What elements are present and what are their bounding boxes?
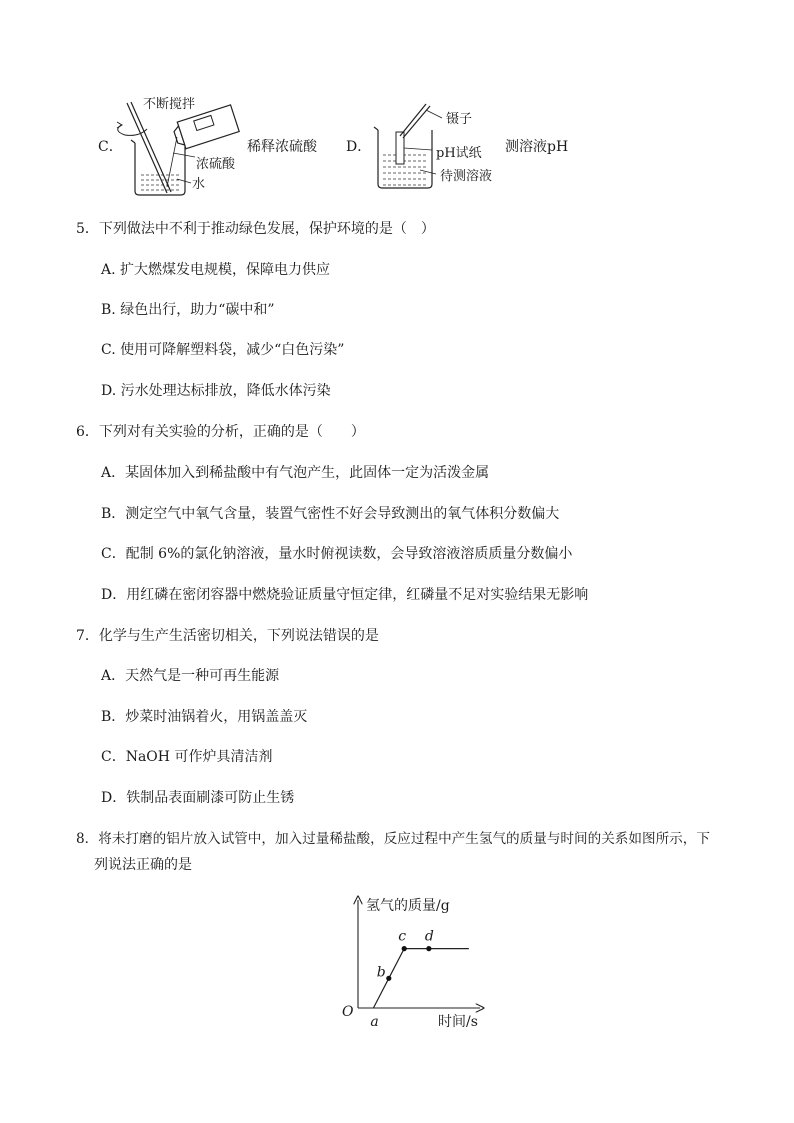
- origin-label: O: [342, 1004, 354, 1020]
- caption-dilution: 稀释浓硫酸: [247, 139, 317, 155]
- option-d-label: D．: [346, 139, 372, 155]
- label-test-solution: 待测溶液: [440, 169, 493, 184]
- question-5-option-a: A. 扩大燃煤发电规模，保障电力供应: [101, 262, 331, 278]
- label-stirring: 不断搅拌: [143, 97, 196, 112]
- point-c-label: c: [398, 928, 407, 945]
- hydrogen-mass-chart: [330, 890, 500, 1030]
- question-7-option-b: B．炒菜时油锅着火，用锅盖盖灭: [101, 709, 308, 725]
- question-6-option-d: D．用红磷在密闭容器中燃烧验证质量守恒定律，红磷量不足对实验结果无影响: [101, 587, 589, 603]
- question-7-stem: 7．化学与生产生活密切相关，下列说法错误的是: [76, 628, 379, 644]
- point-b-marker: [386, 976, 391, 981]
- question-8-stem-line-2: 列说法正确的是: [94, 857, 192, 873]
- caption-ph-test: 测溶液pH: [505, 139, 569, 155]
- point-d-label: d: [424, 928, 434, 945]
- question-6-stem: 6．下列对有关实验的分析，正确的是（ ）: [76, 424, 365, 440]
- y-axis-label: 氢气的质量/g: [366, 898, 450, 914]
- option-c-label: C．: [98, 139, 123, 155]
- label-water: 水: [192, 177, 206, 192]
- question-5-stem: 5．下列做法中不利于推动绿色发展，保护环境的是（ ）: [76, 221, 435, 237]
- label-ph-paper: pH试纸: [436, 146, 482, 161]
- question-6-option-b: B．测定空气中氧气含量，装置气密性不好会导致测出的氧气体积分数偏大: [101, 506, 560, 522]
- label-tweezers: 镊子: [446, 112, 473, 127]
- question-8-stem-line-1: 8．将未打磨的铝片放入试管中，加入过量稀盐酸，反应过程中产生氢气的质量与时间的关系如图所示，下: [76, 831, 710, 847]
- point-a-label: a: [370, 1014, 379, 1030]
- question-6-option-a: A．某固体加入到稀盐酸中有气泡产生，此固体一定为活泼金属: [101, 465, 490, 481]
- question-5-option-d: D. 污水处理达标排放，降低水体污染: [101, 383, 331, 399]
- question-7-option-c: C．NaOH 可作炉具清洁剂: [101, 749, 273, 765]
- label-concentrated-sulfuric-acid: 浓硫酸: [196, 157, 236, 172]
- question-6-option-c: C．配制 6%的氯化钠溶液，量水时俯视读数，会导致溶液溶质质量分数偏小: [101, 546, 573, 562]
- hydrogen-mass-chart-svg: [330, 890, 500, 1030]
- point-c-marker: [402, 946, 407, 951]
- question-7-option-a: A．天然气是一种可再生能源: [101, 668, 280, 684]
- x-axis-label: 时间/s: [438, 1014, 478, 1030]
- point-b-label: b: [376, 964, 386, 981]
- question-7-option-d: D．铁制品表面刷漆可防止生锈: [101, 790, 295, 806]
- question-5-option-c: C. 使用可降解塑料袋，减少“白色污染”: [101, 342, 345, 358]
- question-5-option-b: B. 绿色出行，助力“碳中和”: [101, 302, 275, 318]
- point-d-marker: [426, 946, 431, 951]
